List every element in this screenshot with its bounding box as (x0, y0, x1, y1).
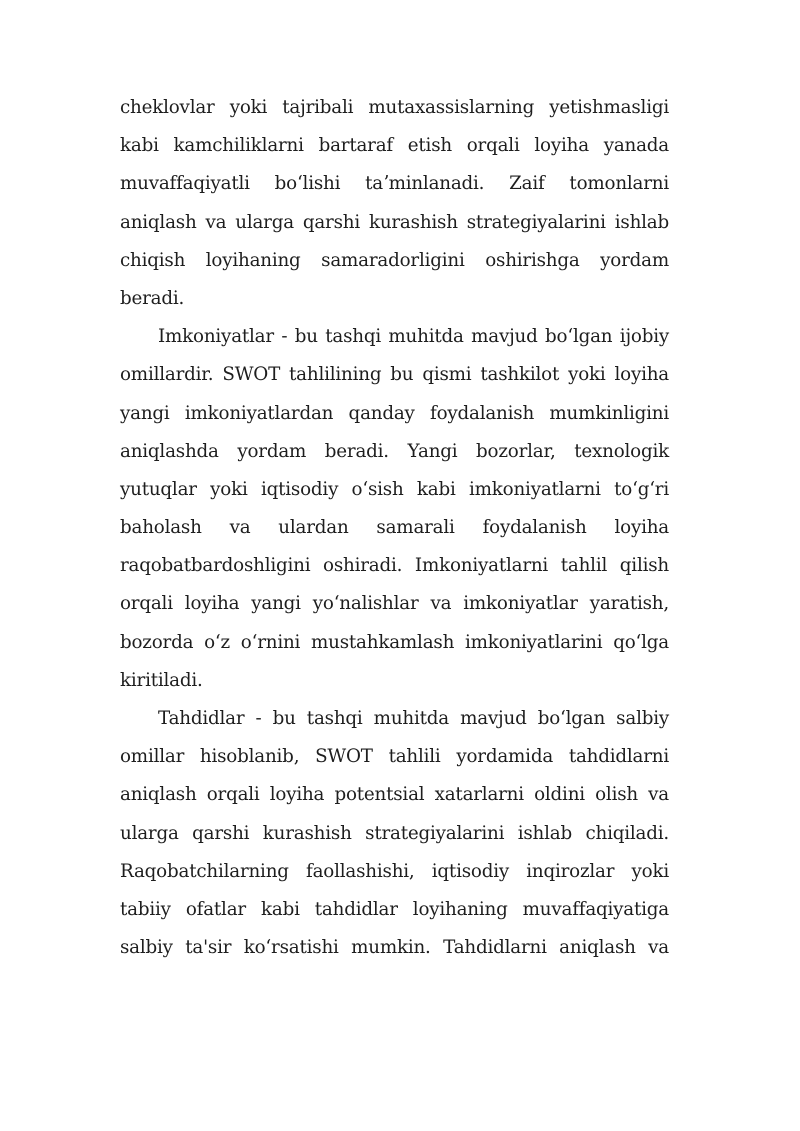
paragraph-weaknesses (120, 89, 669, 318)
text-line: tabiiy ofatlar kabi tahdidlar loyihaning muvaffaqiyatiga (120, 898, 669, 920)
text-line: Tahdidlar - bu tashqi muhitda mavjud boʻlgan salbiy (158, 708, 669, 729)
paragraph-threats (120, 700, 669, 967)
text-line: bozorda oʻz oʻrnini mustahkamlash imkoniyatlarini qoʻlga (120, 631, 669, 653)
text-line: beradi. (120, 287, 185, 309)
text-line: salbiy ta'sir koʻrsatishi mumkin. Tahdidlarni aniqlash va (120, 937, 669, 959)
text-line: aniqlash orqali loyiha potentsial xatarlarni oldini olish va (120, 784, 669, 806)
text-line: aniqlash va ularga qarshi kurashish strategiyalarini ishlab (120, 211, 669, 233)
text-line: aniqlashda yordam beradi. Yangi bozorlar, texnologik (120, 440, 669, 462)
text-line: ularga qarshi kurashish strategiyalarini ishlab chiqiladi. (120, 822, 669, 844)
text-line: baholash va ulardan samarali foydalanish loyiha (120, 517, 669, 539)
text-line: cheklovlar yoki tajribali mutaxassislarning yetishmasligi (120, 97, 669, 118)
text-line: yutuqlar yoki iqtisodiy oʻsish kabi imkoniyatlarni toʻgʻri (120, 478, 669, 500)
text-line: yangi imkoniyatlardan qanday foydalanish mumkinligini (120, 402, 669, 424)
text-line: Imkoniyatlar - bu tashqi muhitda mavjud boʻlgan ijobiy (158, 326, 669, 348)
text-line: Raqobatchilarning faollashishi, iqtisodiy inqirozlar yoki (120, 860, 669, 882)
text-line: kabi kamchiliklarni bartaraf etish orqali loyiha yanada (120, 135, 669, 157)
text-line: omillardir. SWOT tahlilining bu qismi tashkilot yoki loyiha (120, 364, 669, 386)
paragraph-opportunities (120, 318, 669, 700)
text-line: chiqish loyihaning samaradorligini oshirishga yordam (120, 249, 669, 271)
text-line: muvaffaqiyatli boʻlishi taʼminlanadi. Zaif tomonlarni (120, 173, 669, 195)
text-line: orqali loyiha yangi yoʻnalishlar va imkoniyatlar yaratish, (120, 593, 669, 615)
document-page (120, 89, 669, 967)
text-line: kiritiladi. (120, 669, 203, 691)
text-line: raqobatbardoshligini oshiradi. Imkoniyatlarni tahlil qilish (120, 555, 669, 577)
text-line: omillar hisoblanib, SWOT tahlili yordamida tahdidlarni (120, 746, 669, 768)
